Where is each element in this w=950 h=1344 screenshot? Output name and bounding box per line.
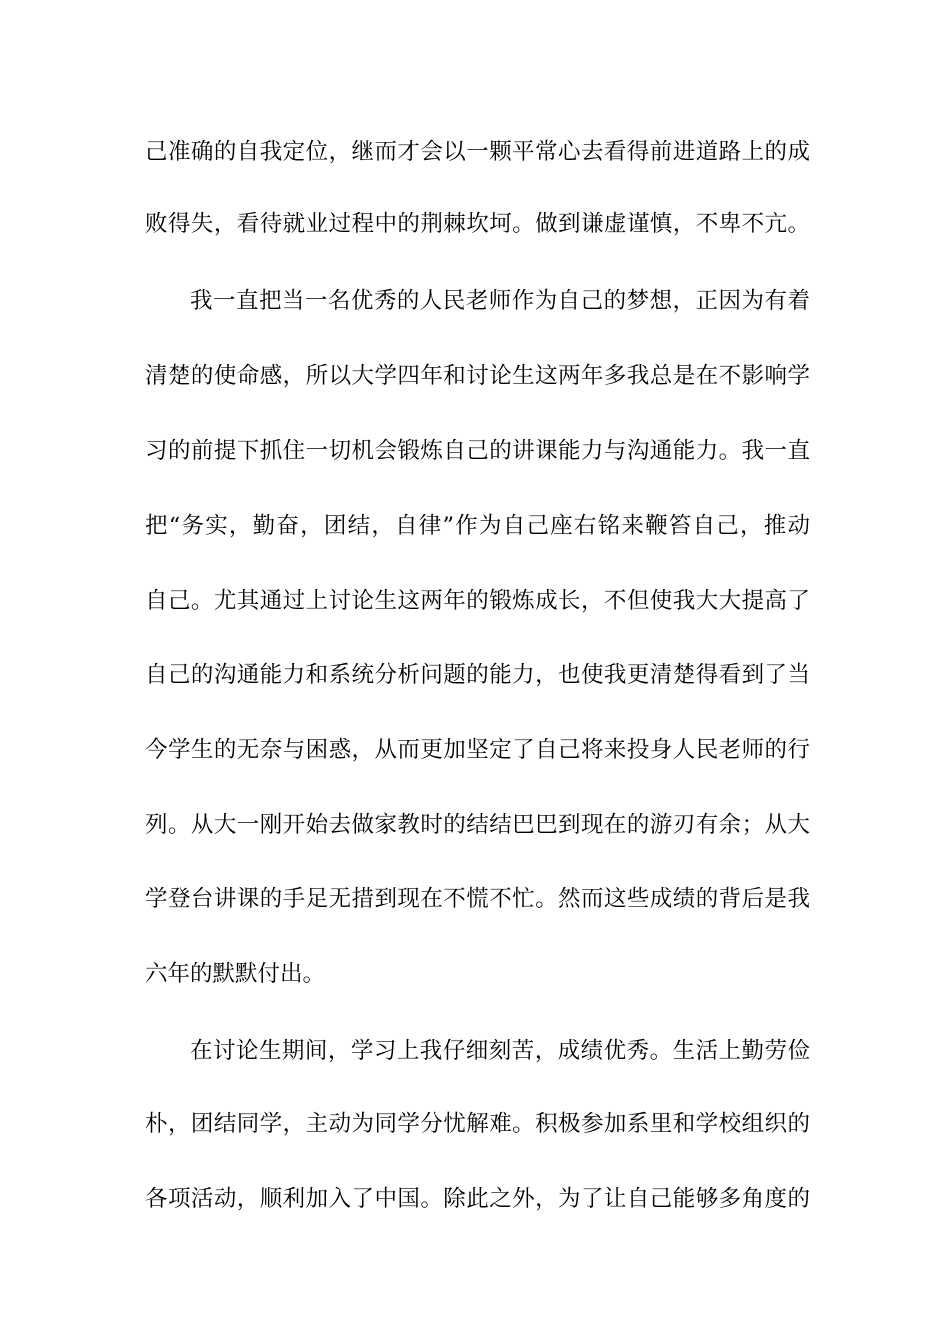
paragraph-3-first-line: 在讨论生期间，学习上我仔细刻苦，成绩优秀。生活上勤劳俭	[190, 1038, 810, 1064]
text-line-15: 各项活动，顺利加入了中国。除此之外，为了让自己能够多角度的	[145, 1186, 810, 1212]
text-line-2: 败得失，看待就业过程中的荆棘坎坷。做到谦虚谨慎，不卑不亢。	[145, 211, 810, 237]
text-line-10: 列。从大一刚开始去做家教时的结结巴巴到现在的游刃有余；从大	[145, 812, 810, 838]
text-line-5: 习的前提下抓住一切机会锻炼自己的讲课能力与沟通能力。我一直	[145, 438, 810, 464]
text-line-8: 自己的沟通能力和系统分析问题的能力，也使我更清楚得看到了当	[145, 662, 810, 688]
text-line-11: 学登台讲课的手足无措到现在不慌不忙。然而这些成绩的背后是我	[145, 886, 810, 912]
text-line-1: 己准确的自我定位，继而才会以一颗平常心去看得前进道路上的成	[145, 139, 810, 165]
text-line-9: 今学生的无奈与困惑，从而更加坚定了自己将来投身人民老师的行	[145, 737, 810, 763]
text-line-7: 自己。尤其通过上讨论生这两年的锻炼成长，不但使我大大提高了	[145, 588, 810, 614]
text-line-6: 把“务实，勤奋，团结，自律”作为自己座右铭来鞭笞自己，推动	[145, 513, 810, 539]
paragraph-2-first-line: 我一直把当一名优秀的人民老师作为自己的梦想，正因为有着	[190, 288, 810, 314]
text-line-14: 朴，团结同学，主动为同学分忧解难。积极参加系里和学校组织的	[145, 1111, 810, 1137]
text-line-4: 清楚的使命感，所以大学四年和讨论生这两年多我总是在不影响学	[145, 363, 810, 389]
text-line-12: 六年的默默付出。	[145, 961, 326, 987]
